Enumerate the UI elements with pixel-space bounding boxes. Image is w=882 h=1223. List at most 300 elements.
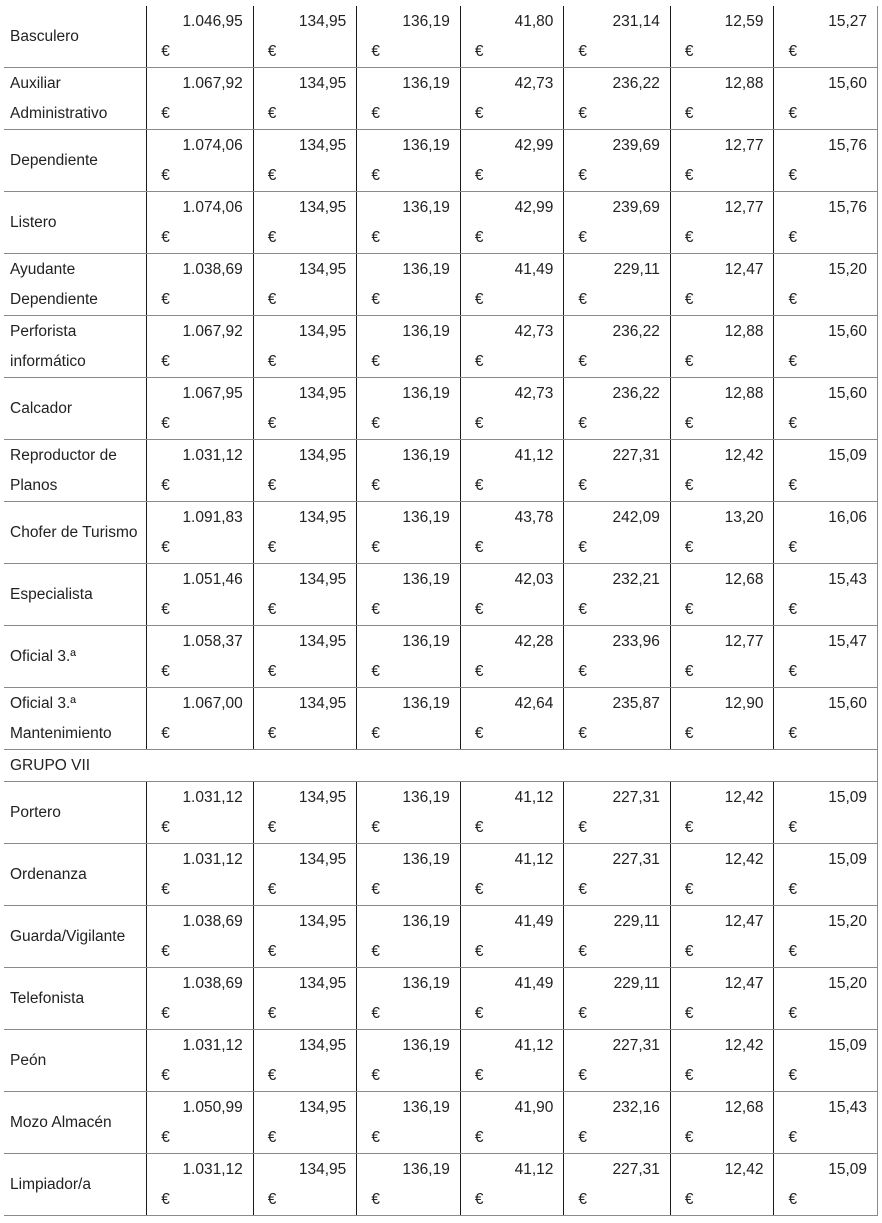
- amount-value: 136,19: [402, 571, 450, 588]
- amount-value: 134,95: [298, 447, 347, 464]
- currency-symbol: €: [267, 229, 277, 246]
- currency-symbol: €: [161, 477, 170, 494]
- amount-cell: [564, 502, 671, 564]
- amount-cell: [253, 1092, 357, 1154]
- amount-cell: [670, 782, 774, 844]
- amount-value: 134,95: [298, 695, 347, 712]
- currency-symbol: €: [788, 539, 798, 556]
- amount-value: 136,19: [402, 137, 450, 154]
- currency-symbol: €: [161, 881, 170, 898]
- currency-symbol: €: [161, 725, 170, 742]
- amount-value: 41,80: [514, 13, 554, 30]
- amount-cell: [774, 782, 878, 844]
- amount-cell: [460, 6, 564, 68]
- amount-cell: [147, 192, 254, 254]
- currency-symbol: €: [684, 43, 694, 60]
- currency-symbol: €: [161, 819, 170, 836]
- currency-symbol: €: [267, 725, 277, 742]
- amount-cell: [670, 626, 774, 688]
- category-name: Reproductor de Planos: [10, 446, 117, 494]
- currency-symbol: €: [267, 1067, 277, 1084]
- amount-cell: [670, 502, 774, 564]
- amount-cell: [357, 68, 461, 130]
- amount-value: 1.031,12: [182, 1037, 243, 1054]
- currency-symbol: €: [161, 353, 170, 370]
- amount-value: 12,77: [724, 633, 764, 650]
- amount-value: 134,95: [298, 1037, 347, 1054]
- amount-value: 12,47: [724, 261, 764, 278]
- amount-cell: [774, 564, 878, 626]
- amount-cell: [460, 1092, 564, 1154]
- category-name: Ayudante Dependiente: [10, 260, 98, 308]
- amount-cell: [774, 254, 878, 316]
- amount-cell: [774, 192, 878, 254]
- amount-cell: [774, 130, 878, 192]
- amount-value: 42,99: [514, 199, 554, 216]
- amount-cell: [670, 844, 774, 906]
- category-cell: [4, 564, 147, 626]
- currency-symbol: €: [578, 167, 587, 184]
- currency-symbol: €: [684, 105, 694, 122]
- category-cell: [4, 626, 147, 688]
- amount-value: 41,12: [514, 789, 554, 806]
- amount-value: 134,95: [298, 789, 347, 806]
- amount-cell: [253, 1154, 357, 1216]
- table-row: [4, 6, 878, 68]
- currency-symbol: €: [684, 663, 694, 680]
- amount-cell: [774, 1030, 878, 1092]
- currency-symbol: €: [788, 1129, 798, 1146]
- amount-value: 15,76: [828, 199, 867, 216]
- amount-value: 15,09: [828, 789, 867, 806]
- amount-cell: [670, 192, 774, 254]
- amount-value: 15,60: [828, 323, 867, 340]
- amount-value: 1.074,06: [182, 199, 243, 216]
- amount-cell: [147, 316, 254, 378]
- amount-value: 15,27: [828, 13, 867, 30]
- amount-cell: [253, 844, 357, 906]
- currency-symbol: €: [474, 1067, 484, 1084]
- currency-symbol: €: [578, 539, 587, 556]
- category-name: Peón: [10, 1051, 47, 1069]
- amount-value: 15,20: [828, 913, 867, 930]
- amount-value: 42,99: [514, 137, 554, 154]
- amount-value: 15,60: [828, 695, 867, 712]
- category-cell: [4, 782, 147, 844]
- amount-cell: [670, 906, 774, 968]
- currency-symbol: €: [161, 601, 170, 618]
- category-cell: [4, 192, 147, 254]
- category-name: Guarda/Vigilante: [10, 927, 126, 945]
- currency-symbol: €: [788, 1005, 798, 1022]
- amount-cell: [460, 968, 564, 1030]
- amount-value: 236,22: [612, 323, 660, 340]
- currency-symbol: €: [371, 601, 380, 618]
- amount-cell: [564, 192, 671, 254]
- currency-symbol: €: [474, 353, 484, 370]
- amount-cell: [564, 564, 671, 626]
- amount-value: 41,12: [514, 1161, 554, 1178]
- currency-symbol: €: [474, 415, 484, 432]
- table-row: [4, 688, 878, 750]
- category-name: Oficial 3.ª: [10, 647, 77, 665]
- currency-symbol: €: [684, 291, 694, 308]
- currency-symbol: €: [371, 819, 380, 836]
- currency-symbol: €: [371, 539, 380, 556]
- currency-symbol: €: [578, 229, 587, 246]
- currency-symbol: €: [161, 1005, 170, 1022]
- currency-symbol: €: [684, 1191, 694, 1208]
- amount-value: 236,22: [612, 385, 660, 402]
- amount-value: 43,78: [514, 509, 554, 526]
- amount-value: 1.050,99: [182, 1099, 243, 1116]
- currency-symbol: €: [578, 881, 587, 898]
- amount-value: 41,12: [514, 851, 554, 868]
- category-cell: [4, 844, 147, 906]
- amount-value: 15,43: [828, 571, 867, 588]
- amount-value: 1.091,83: [182, 509, 243, 526]
- amount-value: 236,22: [612, 75, 660, 92]
- amount-value: 42,73: [514, 385, 554, 402]
- currency-symbol: €: [788, 819, 798, 836]
- currency-symbol: €: [161, 1067, 170, 1084]
- amount-value: 13,20: [724, 509, 764, 526]
- amount-value: 15,60: [828, 75, 867, 92]
- amount-value: 12,88: [724, 385, 764, 402]
- amount-cell: [357, 316, 461, 378]
- currency-symbol: €: [684, 725, 694, 742]
- amount-cell: [460, 782, 564, 844]
- currency-symbol: €: [267, 1191, 277, 1208]
- table-row: [4, 626, 878, 688]
- amount-cell: [564, 782, 671, 844]
- amount-value: 1.031,12: [182, 1161, 243, 1178]
- amount-value: 227,31: [612, 851, 660, 868]
- category-name: Basculero: [10, 27, 79, 45]
- table-row: [4, 440, 878, 502]
- amount-cell: [357, 378, 461, 440]
- amount-cell: [670, 968, 774, 1030]
- amount-value: 1.074,06: [182, 137, 243, 154]
- amount-value: 136,19: [402, 695, 450, 712]
- currency-symbol: €: [371, 881, 380, 898]
- amount-value: 12,68: [724, 1099, 764, 1116]
- currency-symbol: €: [371, 663, 380, 680]
- amount-value: 12,88: [724, 323, 764, 340]
- currency-symbol: €: [788, 1191, 798, 1208]
- amount-value: 136,19: [402, 851, 450, 868]
- amount-value: 235,87: [612, 695, 660, 712]
- currency-symbol: €: [161, 43, 170, 60]
- amount-value: 41,12: [514, 447, 554, 464]
- amount-value: 42,28: [514, 633, 554, 650]
- amount-cell: [357, 440, 461, 502]
- amount-cell: [357, 906, 461, 968]
- category-name: Calcador: [10, 399, 73, 417]
- currency-symbol: €: [578, 1067, 587, 1084]
- table-body: [4, 6, 878, 1216]
- amount-cell: [357, 844, 461, 906]
- amount-value: 42,73: [514, 323, 554, 340]
- currency-symbol: €: [578, 291, 587, 308]
- currency-symbol: €: [371, 415, 380, 432]
- currency-symbol: €: [267, 663, 277, 680]
- amount-value: 136,19: [402, 1099, 450, 1116]
- category-cell: [4, 130, 147, 192]
- amount-cell: [774, 844, 878, 906]
- amount-cell: [670, 1154, 774, 1216]
- amount-cell: [564, 6, 671, 68]
- currency-symbol: €: [371, 1191, 380, 1208]
- category-name: Auxiliar Administrativo: [10, 74, 108, 122]
- amount-value: 136,19: [402, 13, 450, 30]
- currency-symbol: €: [578, 601, 587, 618]
- amount-cell: [253, 502, 357, 564]
- currency-symbol: €: [684, 167, 694, 184]
- amount-value: 232,21: [612, 571, 660, 588]
- amount-cell: [357, 6, 461, 68]
- amount-cell: [670, 68, 774, 130]
- amount-cell: [147, 6, 254, 68]
- amount-value: 134,95: [298, 509, 347, 526]
- amount-cell: [460, 844, 564, 906]
- amount-cell: [564, 130, 671, 192]
- currency-symbol: €: [267, 1129, 277, 1146]
- amount-cell: [670, 378, 774, 440]
- currency-symbol: €: [788, 725, 798, 742]
- amount-cell: [253, 6, 357, 68]
- currency-symbol: €: [684, 819, 694, 836]
- amount-value: 12,90: [724, 695, 764, 712]
- currency-symbol: €: [578, 105, 587, 122]
- amount-cell: [774, 6, 878, 68]
- amount-value: 239,69: [612, 137, 660, 154]
- amount-value: 41,49: [514, 261, 554, 278]
- currency-symbol: €: [684, 415, 694, 432]
- amount-value: 231,14: [612, 13, 660, 30]
- currency-symbol: €: [371, 943, 380, 960]
- currency-symbol: €: [371, 1129, 380, 1146]
- category-name: Mozo Almacén: [10, 1113, 112, 1131]
- currency-symbol: €: [267, 943, 277, 960]
- currency-symbol: €: [267, 601, 277, 618]
- amount-cell: [460, 192, 564, 254]
- currency-symbol: €: [788, 415, 798, 432]
- category-cell: [4, 1030, 147, 1092]
- amount-cell: [357, 626, 461, 688]
- currency-symbol: €: [267, 881, 277, 898]
- currency-symbol: €: [578, 943, 587, 960]
- category-cell: [4, 440, 147, 502]
- amount-cell: [147, 1154, 254, 1216]
- amount-cell: [564, 1030, 671, 1092]
- amount-value: 134,95: [298, 913, 347, 930]
- amount-cell: [253, 378, 357, 440]
- table-row: [4, 68, 878, 130]
- amount-value: 12,42: [724, 789, 764, 806]
- amount-value: 15,76: [828, 137, 867, 154]
- amount-cell: [357, 1030, 461, 1092]
- currency-symbol: €: [267, 1005, 277, 1022]
- amount-cell: [774, 502, 878, 564]
- amount-cell: [564, 1154, 671, 1216]
- amount-cell: [774, 968, 878, 1030]
- currency-symbol: €: [474, 477, 484, 494]
- amount-cell: [670, 6, 774, 68]
- amount-value: 12,42: [724, 1161, 764, 1178]
- amount-value: 42,64: [514, 695, 554, 712]
- amount-value: 134,95: [298, 385, 347, 402]
- amount-cell: [460, 378, 564, 440]
- amount-value: 12,88: [724, 75, 764, 92]
- table-row: [4, 968, 878, 1030]
- currency-symbol: €: [578, 353, 587, 370]
- amount-value: 15,09: [828, 1037, 867, 1054]
- amount-value: 136,19: [402, 323, 450, 340]
- amount-value: 12,77: [724, 137, 764, 154]
- amount-cell: [253, 564, 357, 626]
- currency-symbol: €: [578, 1191, 587, 1208]
- amount-cell: [460, 502, 564, 564]
- amount-value: 134,95: [298, 851, 347, 868]
- amount-value: 1.031,12: [182, 447, 243, 464]
- amount-cell: [357, 968, 461, 1030]
- category-name: Dependiente: [10, 151, 98, 169]
- amount-value: 12,42: [724, 851, 764, 868]
- amount-cell: [460, 440, 564, 502]
- amount-value: 136,19: [402, 789, 450, 806]
- currency-symbol: €: [267, 477, 277, 494]
- table-row: [4, 1030, 878, 1092]
- currency-symbol: €: [371, 43, 380, 60]
- amount-value: 1.067,92: [182, 75, 243, 92]
- currency-symbol: €: [371, 1067, 380, 1084]
- amount-cell: [670, 130, 774, 192]
- amount-cell: [147, 626, 254, 688]
- amount-cell: [460, 68, 564, 130]
- amount-cell: [774, 1154, 878, 1216]
- currency-symbol: €: [474, 881, 484, 898]
- amount-cell: [147, 440, 254, 502]
- amount-value: 12,47: [724, 975, 764, 992]
- amount-cell: [564, 440, 671, 502]
- amount-value: 136,19: [402, 509, 450, 526]
- category-cell: [4, 502, 147, 564]
- amount-cell: [253, 440, 357, 502]
- amount-cell: [147, 968, 254, 1030]
- category-name: Chofer de Turismo: [10, 523, 138, 541]
- amount-value: 12,77: [724, 199, 764, 216]
- amount-value: 12,42: [724, 447, 764, 464]
- currency-symbol: €: [788, 229, 798, 246]
- currency-symbol: €: [788, 353, 798, 370]
- amount-value: 41,49: [514, 913, 554, 930]
- currency-symbol: €: [684, 881, 694, 898]
- currency-symbol: €: [684, 943, 694, 960]
- amount-cell: [147, 782, 254, 844]
- table-row: [4, 192, 878, 254]
- amount-cell: [460, 316, 564, 378]
- currency-symbol: €: [578, 663, 587, 680]
- category-cell: [4, 968, 147, 1030]
- amount-value: 12,42: [724, 1037, 764, 1054]
- category-cell: [4, 6, 147, 68]
- amount-cell: [147, 564, 254, 626]
- amount-value: 42,03: [514, 571, 554, 588]
- currency-symbol: €: [474, 291, 484, 308]
- group-header-row: [4, 750, 878, 782]
- amount-value: 136,19: [402, 1161, 450, 1178]
- amount-cell: [460, 130, 564, 192]
- amount-cell: [564, 1092, 671, 1154]
- currency-symbol: €: [161, 663, 170, 680]
- amount-cell: [357, 782, 461, 844]
- currency-symbol: €: [474, 1129, 484, 1146]
- amount-cell: [460, 688, 564, 750]
- amount-cell: [670, 688, 774, 750]
- amount-value: 227,31: [612, 447, 660, 464]
- currency-symbol: €: [788, 943, 798, 960]
- amount-value: 136,19: [402, 1037, 450, 1054]
- amount-value: 136,19: [402, 261, 450, 278]
- currency-symbol: €: [161, 229, 170, 246]
- amount-cell: [774, 906, 878, 968]
- amount-value: 227,31: [612, 1037, 660, 1054]
- salary-table: [4, 6, 878, 1216]
- currency-symbol: €: [161, 539, 170, 556]
- currency-symbol: €: [161, 167, 170, 184]
- currency-symbol: €: [684, 229, 694, 246]
- currency-symbol: €: [788, 601, 798, 618]
- amount-value: 242,09: [612, 509, 660, 526]
- amount-value: 1.046,95: [182, 13, 243, 30]
- amount-cell: [253, 192, 357, 254]
- amount-cell: [253, 906, 357, 968]
- currency-symbol: €: [474, 43, 484, 60]
- currency-symbol: €: [267, 167, 277, 184]
- amount-cell: [774, 378, 878, 440]
- amount-value: 136,19: [402, 75, 450, 92]
- currency-symbol: €: [684, 477, 694, 494]
- amount-value: 16,06: [828, 509, 867, 526]
- amount-value: 229,11: [613, 913, 660, 930]
- currency-symbol: €: [267, 539, 277, 556]
- amount-cell: [253, 688, 357, 750]
- category-name: Listero: [10, 213, 57, 231]
- amount-cell: [147, 68, 254, 130]
- currency-symbol: €: [788, 477, 798, 494]
- table-row: [4, 906, 878, 968]
- amount-value: 233,96: [612, 633, 660, 650]
- currency-symbol: €: [161, 943, 170, 960]
- currency-symbol: €: [161, 1191, 170, 1208]
- amount-cell: [147, 844, 254, 906]
- table-row: [4, 782, 878, 844]
- amount-cell: [774, 440, 878, 502]
- amount-cell: [774, 68, 878, 130]
- amount-value: 15,09: [828, 447, 867, 464]
- group-title: GRUPO VII: [4, 750, 878, 782]
- amount-value: 134,95: [298, 633, 347, 650]
- amount-value: 15,20: [828, 975, 867, 992]
- amount-value: 227,31: [612, 1161, 660, 1178]
- amount-value: 42,73: [514, 75, 554, 92]
- amount-value: 136,19: [402, 975, 450, 992]
- amount-cell: [357, 1154, 461, 1216]
- amount-cell: [460, 254, 564, 316]
- table-row: [4, 378, 878, 440]
- table-row: [4, 1092, 878, 1154]
